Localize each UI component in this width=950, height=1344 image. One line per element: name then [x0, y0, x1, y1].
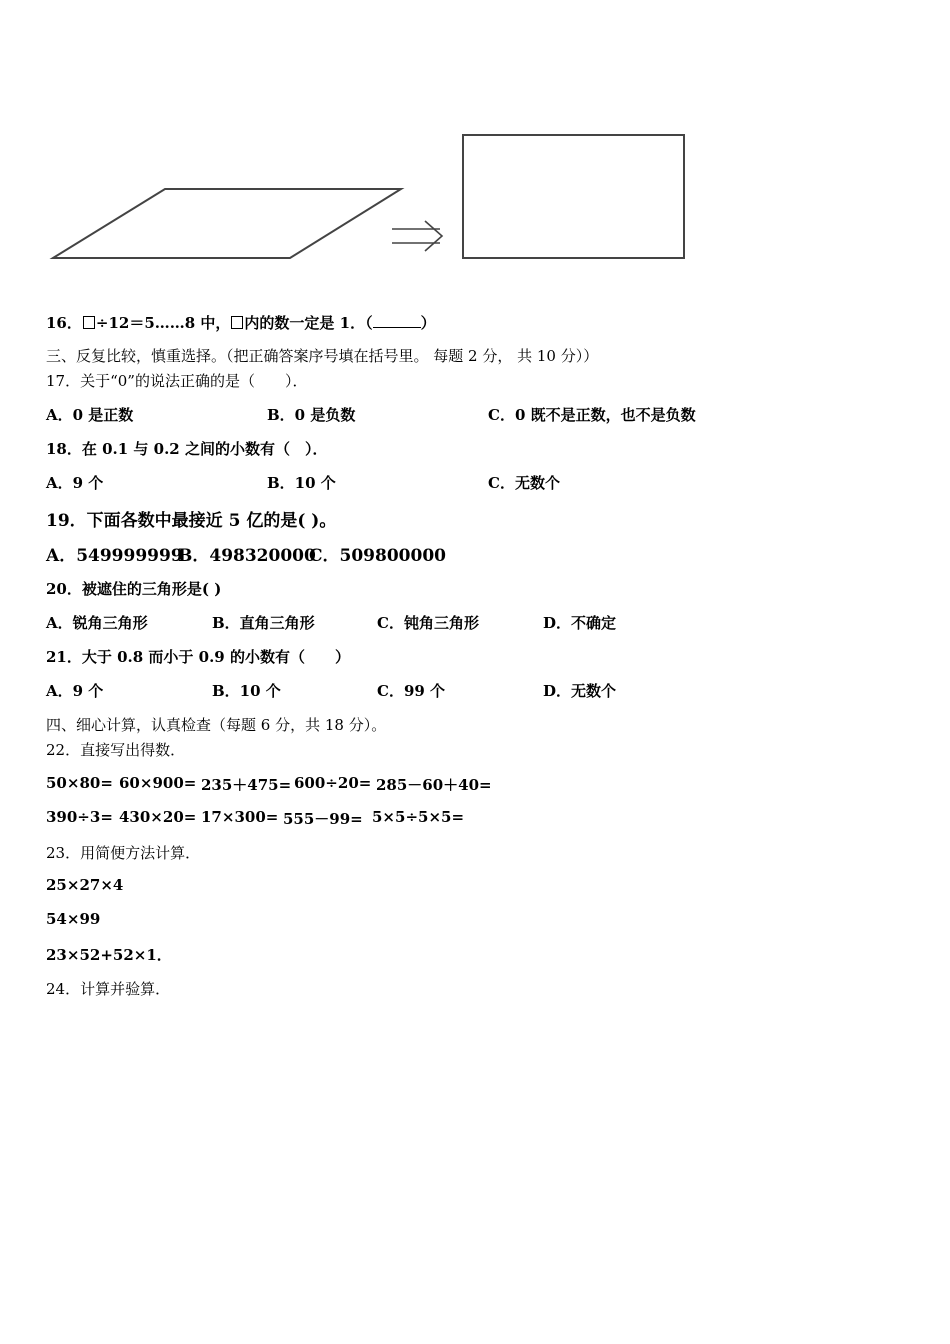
q20-option-b[interactable]: B．直角三角形 [212, 614, 315, 632]
blank-box-icon [231, 316, 243, 329]
blank-box-icon [83, 316, 95, 329]
answer-blank[interactable] [373, 315, 421, 328]
calc-item: 600÷20= [294, 774, 372, 792]
question-20: 20．被遮住的三角形是( ) [46, 580, 222, 598]
q16-text-3: ） [420, 314, 436, 332]
q16-text-2: 内的数一定是 1．（ [244, 314, 373, 332]
q16-text-1: ÷12＝5……8 中， [95, 314, 231, 332]
q16-number: 16． [46, 314, 82, 332]
q21-option-c[interactable]: C．99 个 [377, 682, 446, 700]
question-22: 22．直接写出得数． [46, 741, 186, 759]
question-17: 17．关于“0”的说法正确的是（ ）． [46, 372, 308, 390]
question-16 [46, 312, 436, 333]
double-arrow-icon [392, 221, 442, 251]
q18-option-c[interactable]: C．无数个 [488, 474, 560, 492]
calc-item: 390÷3= [46, 808, 113, 826]
calc-item: 23×52+52×1． [46, 946, 172, 964]
section-4-heading: 四、细心计算，认真检查（每题 6 分，共 18 分）。 [46, 716, 387, 734]
calc-item: 60×900= [119, 774, 197, 792]
q18-option-a[interactable]: A．9 个 [46, 474, 104, 492]
calc-item: 5×5÷5×5= [372, 808, 465, 826]
calc-item: 25×27×4 [46, 876, 124, 894]
q21-option-d[interactable]: D．无数个 [543, 682, 617, 700]
calc-item: 235＋475= [201, 776, 292, 794]
question-24: 24．计算并验算． [46, 980, 171, 998]
parallelogram-shape [53, 189, 401, 258]
q19-option-b[interactable]: B．498320000 [178, 546, 316, 566]
q20-option-d[interactable]: D．不确定 [543, 614, 617, 632]
q17-option-a[interactable]: A．0 是正数 [46, 406, 134, 424]
calc-item: 17×300= [201, 808, 279, 826]
question-21: 21．大于 0.8 而小于 0.9 的小数有（ ） [46, 648, 350, 666]
calc-item: 555－99= [283, 810, 363, 828]
q21-option-a[interactable]: A．9 个 [46, 682, 104, 700]
calc-item: 430×20= [119, 808, 197, 826]
q19-option-c[interactable]: C．509800000 [309, 546, 446, 566]
shape-figure [0, 0, 950, 300]
q18-option-b[interactable]: B．10 个 [267, 474, 336, 492]
q17-option-b[interactable]: B．0 是负数 [267, 406, 356, 424]
q17-option-c[interactable]: C．0 既不是正数，也不是负数 [488, 406, 696, 424]
q21-option-b[interactable]: B．10 个 [212, 682, 281, 700]
q19-option-a[interactable]: A．549999999 [46, 546, 183, 566]
rectangle-shape [463, 135, 684, 258]
calc-item: 285－60＋40= [376, 776, 492, 794]
calc-item: 54×99 [46, 910, 101, 928]
question-18: 18．在 0.1 与 0.2 之间的小数有（ ）． [46, 440, 328, 458]
q20-option-a[interactable]: A．锐角三角形 [46, 614, 148, 632]
question-23: 23．用简便方法计算． [46, 844, 201, 862]
question-19: 19．下面各数中最接近 5 亿的是( )。 [46, 511, 337, 531]
q20-option-c[interactable]: C．钝角三角形 [377, 614, 479, 632]
calc-item: 50×80= [46, 774, 113, 792]
section-3-heading: 三、反复比较，慎重选择。（把正确答案序号填在括号里。 每题 2 分， 共 10 分）） [46, 347, 599, 365]
